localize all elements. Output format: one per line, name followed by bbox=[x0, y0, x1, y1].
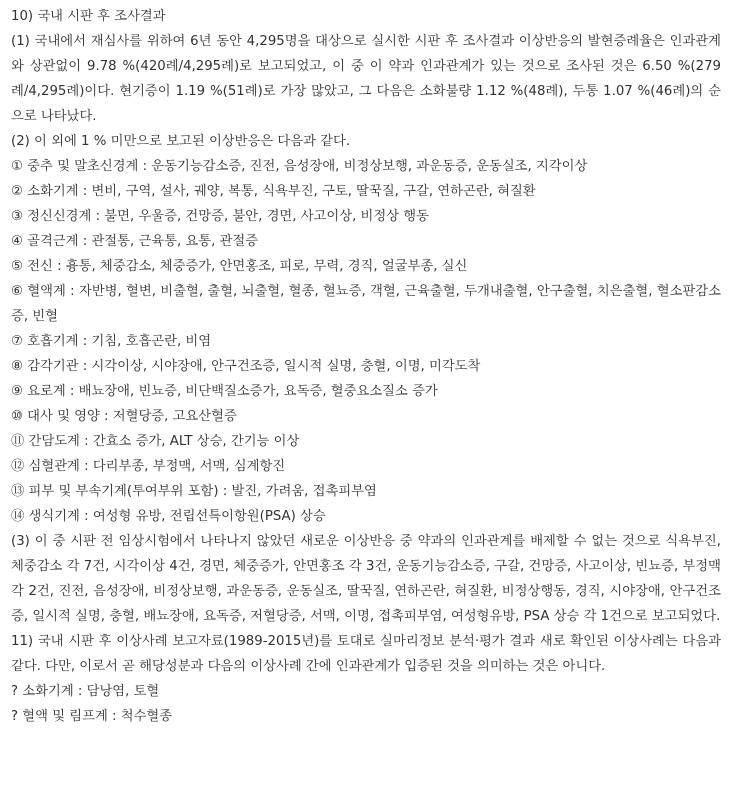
section-11-heading: 11) 국내 시판 후 이상사례 보고자료(1989-2015년)를 토대로 실마리정보 분석·평가 결과 새로 확인된 이상사례는 다음과 같다. 다만, 이로서 곧 해당성분과 다음의 이상사례 간에 인과관계가 입증된 것을 의미하는 것은 아니다. bbox=[11, 634, 721, 674]
list-item: ① 중추 및 말초신경계 : 운동기능감소증, 진전, 음성장애, 비정상보행, 과운동증, 운동실조, 지각이상 bbox=[11, 159, 588, 174]
list-item: ③ 정신신경계 : 불면, 우울증, 건망증, 불안, 경면, 사고이상, 비정상 행동 bbox=[11, 209, 429, 224]
list-item: ⑧ 감각기관 : 시각이상, 시야장애, 안구건조증, 일시적 실명, 충혈, 이명, 미각도착 bbox=[11, 359, 481, 374]
list-item: ② 소화기계 : 변비, 구역, 설사, 궤양, 복통, 식욕부진, 구토, 딸꾹질, 구갈, 연하곤란, 혀질환 bbox=[11, 184, 536, 199]
list-item: ⑩ 대사 및 영양 : 저혈당증, 고요산혈증 bbox=[11, 409, 237, 424]
list-item: ⑤ 전신 : 흉통, 체중감소, 체중증가, 안면홍조, 피로, 무력, 경직, 얼굴부종, 실신 bbox=[11, 259, 468, 274]
list-item: ⑬ 피부 및 부속기계(투여부위 포함) : 발진, 가려움, 접촉피부염 bbox=[11, 484, 377, 499]
list-item: ⑨ 요로계 : 배뇨장애, 빈뇨증, 비단백질소증가, 요독증, 혈중요소질소 증가 bbox=[11, 384, 438, 399]
section-10-paragraph-1: (1) 국내에서 재심사를 위하여 6년 동안 4,295명을 대상으로 실시한 시판 후 조사결과 이상반응의 발현증례율은 인과관계와 상관없이 9.78 %(420례/4,295례)로 보고되었고, 이 중 이 약과 인과관계가 있는 것으로 조사된 것은 6.50 %(279례/4,295례)이다. 현기증이 1.19 %(51례)로 가장 많았고, 그 다음은 소화불량 1.12 %(48례), 두통 1.07 %(46례)의 순으로 나타났다. bbox=[11, 34, 721, 124]
list-item: ⑫ 심혈관계 : 다리부종, 부정맥, 서맥, 심계항진 bbox=[11, 459, 286, 474]
list-item: ⑥ 혈액계 : 자반병, 혈변, 비출혈, 출혈, 뇌출혈, 혈종, 혈뇨증, 객혈, 근육출혈, 두개내출혈, 안구출혈, 치은출혈, 혈소판감소증, 빈혈 bbox=[11, 284, 721, 324]
document-body bbox=[11, 4, 721, 729]
section-11-line-2: ? 혈액 및 림프계 : 척수혈종 bbox=[11, 709, 173, 724]
section-10-paragraph-3: (3) 이 중 시판 전 임상시험에서 나타나지 않았던 새로운 이상반응 중 약과의 인과관계를 배제할 수 없는 것으로 식욕부진, 체중감소 각 7건, 시각이상 4건, 경면, 체중증가, 안면홍조 각 3건, 운동기능감소증, 구갈, 건망증, 사고이상, 빈뇨증, 부정맥 각 2건, 진전, 음성장애, 비정상보행, 과운동증, 운동실조, 딸꾹질, 연하곤란, 혀질환, 비정상행동, 경직, 시야장애, 안구건조증, 일시적 실명, 충혈, 배뇨장애, 요독증, 저혈당증, 서맥, 이명, 접촉피부염, 여성형유방, PSA 상승 각 1건으로 보고되었다. bbox=[11, 534, 721, 624]
list-item: ⑭ 생식기계 : 여성형 유방, 전립선특이항원(PSA) 상승 bbox=[11, 509, 326, 524]
list-item: ⑦ 호흡기계 : 기침, 호흡곤란, 비염 bbox=[11, 334, 212, 349]
list-item: ④ 골격근계 : 관절통, 근육통, 요통, 관절증 bbox=[11, 234, 259, 249]
section-11-line-1: ? 소화기계 : 담낭염, 토혈 bbox=[11, 684, 160, 699]
section-10-heading: 10) 국내 시판 후 조사결과 bbox=[11, 9, 166, 24]
section-10-paragraph-2: (2) 이 외에 1 % 미만으로 보고된 이상반응은 다음과 같다. bbox=[11, 134, 351, 149]
adverse-reaction-list bbox=[11, 154, 721, 529]
list-item: ⑪ 간담도계 : 간효소 증가, ALT 상승, 간기능 이상 bbox=[11, 434, 300, 449]
